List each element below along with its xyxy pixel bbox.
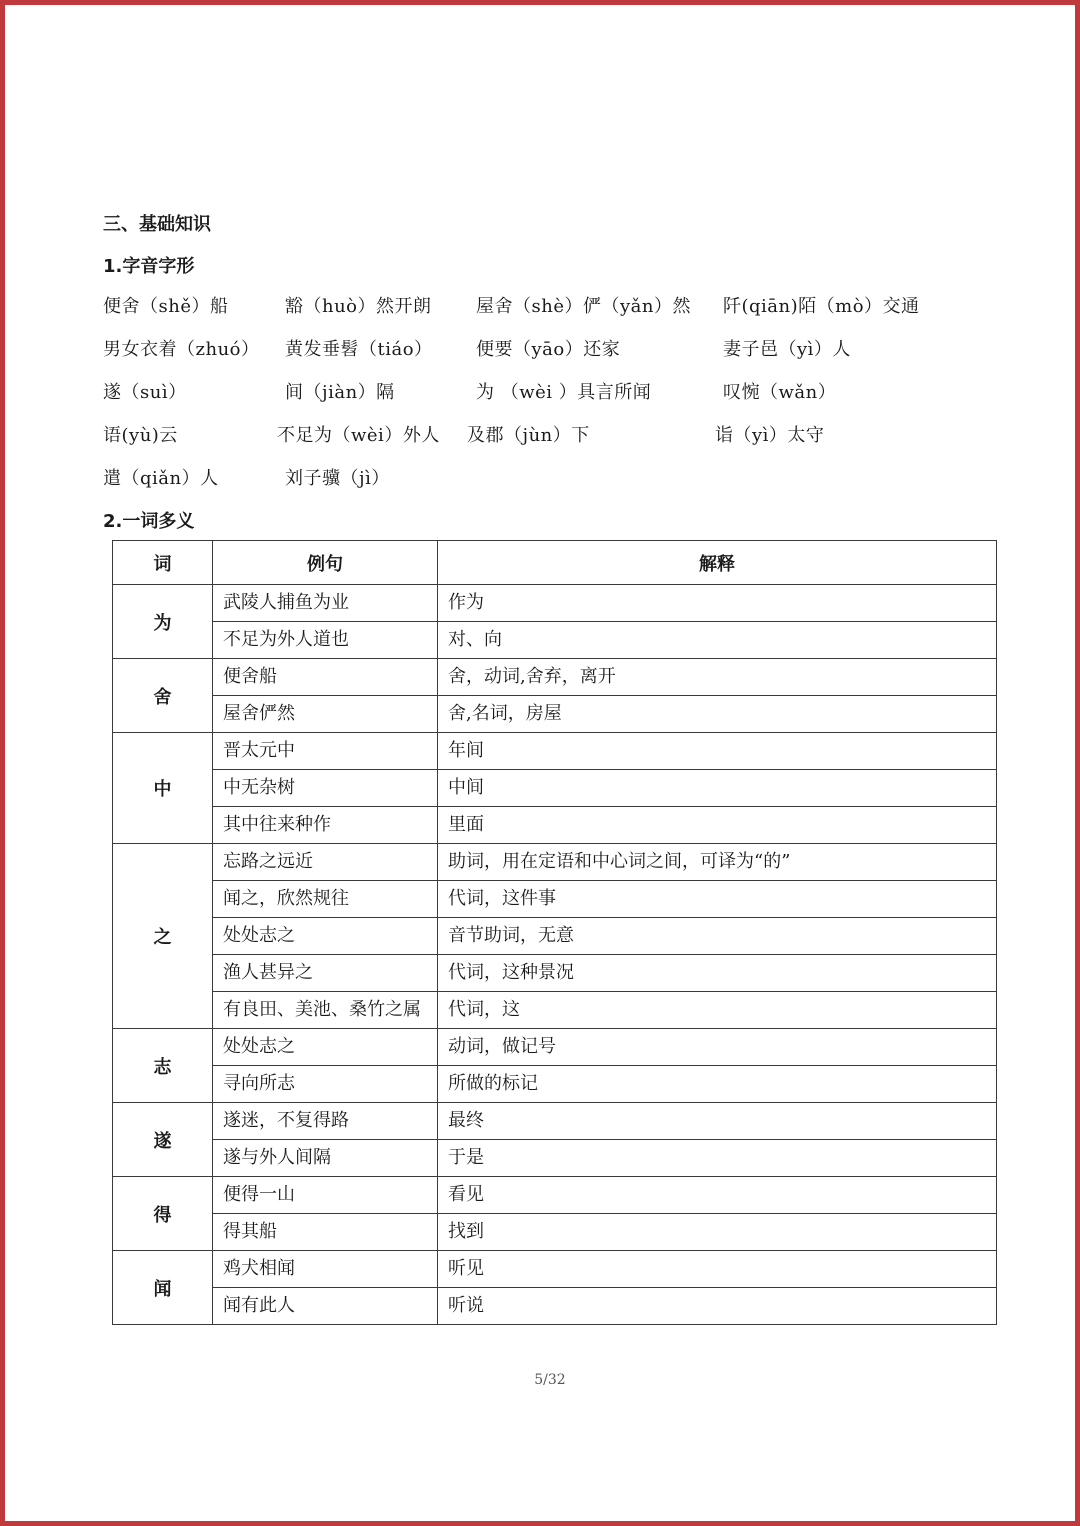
polysemy-table [112,540,997,1325]
meaning-cell: 代词，这 [438,992,997,1029]
pronunciation-item: 黄发垂髫（tiáo） [285,339,433,360]
pronunciation-item: 为 （wèi ）具言所闻 [476,382,652,403]
pronunciation-row [5,335,1080,365]
word-cell: 闻 [113,1251,213,1325]
table-row [113,955,997,992]
example-cell: 遂与外人间隔 [213,1140,438,1177]
meaning-cell: 看见 [438,1177,997,1214]
table-row [113,1029,997,1066]
example-cell: 武陵人捕鱼为业 [213,585,438,622]
example-cell: 闻有此人 [213,1288,438,1325]
page-number: 5/32 [534,1372,566,1388]
table-header-row [113,541,997,585]
meaning-cell: 助词，用在定语和中心词之间，可译为“的” [438,844,997,881]
meaning-cell: 里面 [438,807,997,844]
table-row [113,1066,997,1103]
pronunciation-item: 妻子邑（yì）人 [723,339,851,360]
example-cell: 闻之，欣然规往 [213,881,438,918]
table-row [113,770,997,807]
pronunciation-item: 遂（suì） [103,382,187,403]
meaning-cell: 代词，这件事 [438,881,997,918]
pronunciation-row [5,378,1080,408]
meaning-cell: 听说 [438,1288,997,1325]
word-cell: 遂 [113,1103,213,1177]
table-row [113,1214,997,1251]
pronunciation-item: 遣（qiǎn）人 [103,468,219,489]
meaning-cell: 音节助词，无意 [438,918,997,955]
example-cell: 不足为外人道也 [213,622,438,659]
word-cell: 中 [113,733,213,844]
meaning-cell: 年间 [438,733,997,770]
example-cell: 屋舍俨然 [213,696,438,733]
pronunciation-row [5,421,1080,451]
example-cell: 其中往来种作 [213,807,438,844]
pronunciation-item: 屋舍（shè）俨（yǎn）然 [476,296,691,317]
word-cell: 得 [113,1177,213,1251]
polysemy-heading: 2.一词多义 [103,511,195,532]
pronunciation-item: 便要（yāo）还家 [476,339,621,360]
example-cell: 遂迷，不复得路 [213,1103,438,1140]
word-cell: 之 [113,844,213,1029]
table-row [113,992,997,1029]
table-row [113,733,997,770]
table-row [113,1140,997,1177]
meaning-cell: 舍，动词,舍弃，离开 [438,659,997,696]
pronunciation-item: 刘子骥（jì） [285,468,390,489]
table-row [113,1103,997,1140]
table-row [113,844,997,881]
pronunciation-row [5,464,1080,494]
meaning-cell: 作为 [438,585,997,622]
table-row [113,585,997,622]
section-title: 三、基础知识 [103,214,211,235]
header-meaning: 解释 [438,541,997,585]
example-cell: 晋太元中 [213,733,438,770]
pronunciation-item: 间（jiàn）隔 [285,382,395,403]
meaning-cell: 听见 [438,1251,997,1288]
example-cell: 便得一山 [213,1177,438,1214]
pronunciation-item: 诣（yì）太守 [715,425,825,446]
header-example: 例句 [213,541,438,585]
example-cell: 有良田、美池、桑竹之属 [213,992,438,1029]
table-row [113,807,997,844]
pronunciation-item: 便舍（shě）船 [103,296,229,317]
table-row [113,1288,997,1325]
pronunciation-item: 不足为（wèi）外人 [277,425,440,446]
pronunciation-item: 及郡（jùn）下 [467,425,590,446]
meaning-cell: 最终 [438,1103,997,1140]
example-cell: 中无杂树 [213,770,438,807]
meaning-cell: 动词，做记号 [438,1029,997,1066]
pronunciation-item: 叹惋（wǎn） [723,382,837,403]
example-cell: 寻向所志 [213,1066,438,1103]
meaning-cell: 找到 [438,1214,997,1251]
pronunciation-item: 男女衣着（zhuó） [103,339,260,360]
pronunciation-heading: 1.字音字形 [103,256,195,277]
meaning-cell: 代词，这种景况 [438,955,997,992]
meaning-cell: 中间 [438,770,997,807]
example-cell: 忘路之远近 [213,844,438,881]
pronunciation-item: 豁（huò）然开朗 [285,296,432,317]
meaning-cell: 于是 [438,1140,997,1177]
example-cell: 便舍船 [213,659,438,696]
table-row [113,1177,997,1214]
table-row [113,881,997,918]
example-cell: 处处志之 [213,918,438,955]
word-cell: 舍 [113,659,213,733]
word-cell: 志 [113,1029,213,1103]
table-row [113,659,997,696]
example-cell: 处处志之 [213,1029,438,1066]
meaning-cell: 对、向 [438,622,997,659]
meaning-cell: 舍,名词，房屋 [438,696,997,733]
pronunciation-item: 语(yù)云 [103,425,178,446]
pronunciation-item: 阡(qiān)陌（mò）交通 [723,296,920,317]
meaning-cell: 所做的标记 [438,1066,997,1103]
table-row [113,622,997,659]
table-row [113,1251,997,1288]
example-cell: 渔人甚异之 [213,955,438,992]
example-cell: 鸡犬相闻 [213,1251,438,1288]
header-word: 词 [113,541,213,585]
table-row [113,918,997,955]
table-row [113,696,997,733]
example-cell: 得其船 [213,1214,438,1251]
pronunciation-row [5,292,1080,322]
word-cell: 为 [113,585,213,659]
